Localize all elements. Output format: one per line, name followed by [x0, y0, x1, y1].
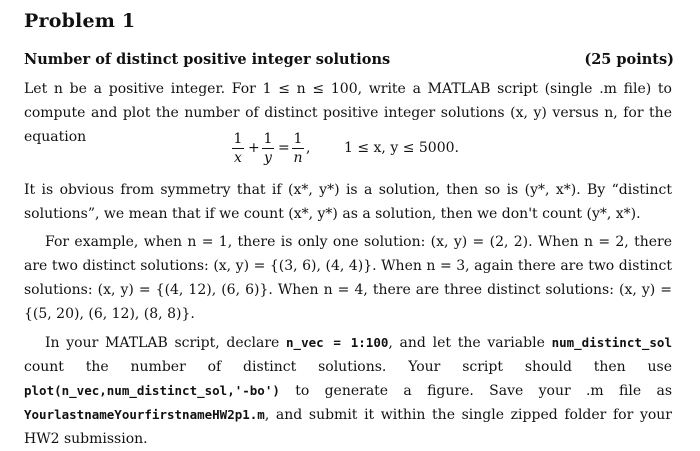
problem-points: (25 points) [584, 51, 674, 68]
instructions-text-2: , and let the variable [388, 335, 552, 351]
fraction-numerator: 1 [263, 131, 273, 147]
example-paragraph [24, 230, 672, 326]
problem-subtitle: Number of distinct positive integer solutions [24, 51, 391, 68]
equation-comma: , [306, 140, 311, 156]
fraction-denominator: n [293, 150, 303, 166]
fraction-one-over-y [262, 131, 274, 166]
intro-paragraph: Let n be a positive integer. For 1 ≤ n ≤ 100, write a MATLAB script (single .m file) to compute and plot the number of distinct positive integer solutions (x, y) versus n, for the equation [24, 81, 672, 145]
fraction-one-over-n [292, 131, 304, 166]
example-text: For example, when n = 1, there is only one solution: (x, y) = (2, 2). When n = 2, there are two distinct solutions: (x, y) = {(3, 6), (4, 4)}. When n = 3, again there are two distinct solutions: (x, y) = {(4, 12), (6, 6)}. When n = 4, there are three distinct solutions: (x, y) = {(5, 20), (6, 12), (8, 8)}. [24, 234, 672, 322]
instructions-text-5: , and submit it within the single zipped folder for your HW2 submission. [24, 407, 672, 447]
instructions-text-3: count the number of distinct solutions. Your script should then use [24, 359, 672, 375]
problem-title: Problem 1 [24, 10, 136, 32]
instructions-paragraph [24, 331, 672, 451]
equation-condition: 1 ≤ x, y ≤ 5000. [344, 140, 459, 156]
fraction-numerator: 1 [293, 131, 303, 147]
problem-subtitle-row [24, 51, 674, 68]
code-plot-call: plot(n_vec,num_distinct_sol,'-bo') [24, 383, 280, 398]
code-filename: YourlastnameYourfirstnameHW2p1.m [24, 407, 265, 422]
instructions-text-1: In your MATLAB script, declare [45, 335, 287, 351]
equals-sign: = [278, 140, 290, 156]
fraction-denominator: y [264, 150, 272, 166]
code-num-distinct-sol: num_distinct_sol [551, 335, 672, 350]
plus-sign: + [248, 140, 260, 156]
code-n-vec: n_vec = 1:100 [286, 335, 389, 350]
fraction-denominator: x [234, 150, 242, 166]
instructions-text-4: to generate a figure. Save your .m file as [279, 383, 672, 399]
symmetry-paragraph: It is obvious from symmetry that if (x*, y*) is a solution, then so is (y*, x*). By “distinct solutions”, we mean that if we count (x*, y*) as a solution, then we don't count (y*, x*). [24, 182, 672, 222]
fraction-one-over-x [232, 131, 244, 166]
fraction-numerator: 1 [233, 131, 243, 147]
